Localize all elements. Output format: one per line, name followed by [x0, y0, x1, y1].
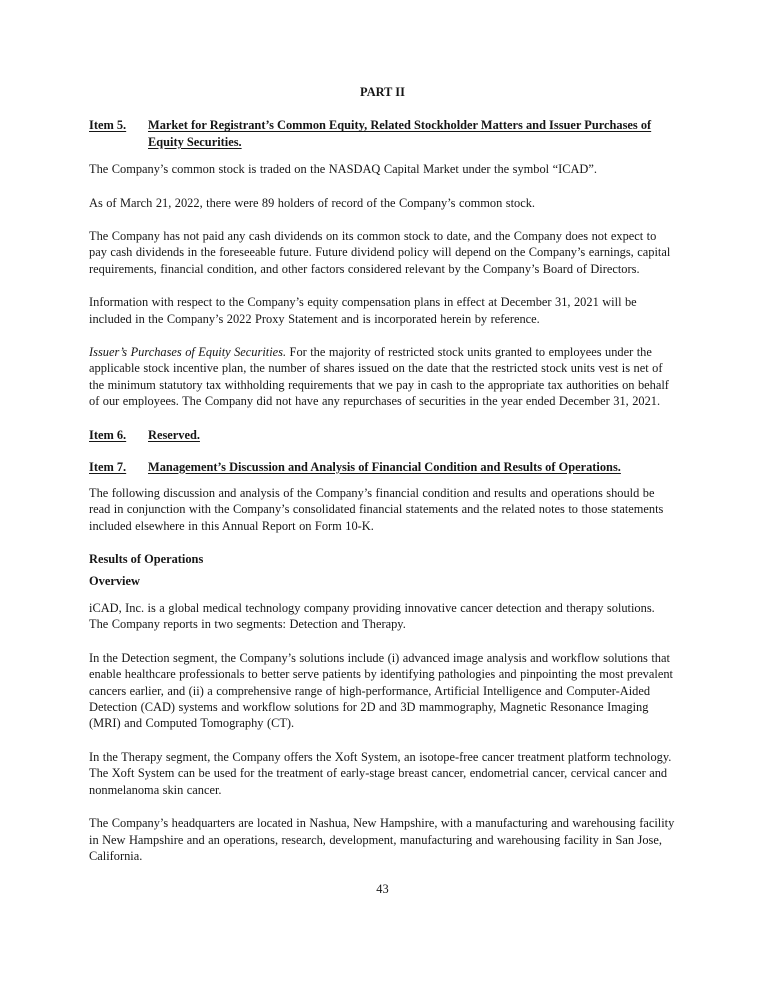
- item7-title: Management’s Discussion and Analysis of Financial Condition and Results of Operations.: [148, 459, 621, 474]
- item6-heading: [89, 427, 676, 443]
- issuer-purchases-rest: For the majority of restricted stock units granted to employees under the applicable stock incentive plan, the number of shares issued on the date that the restricted stock units vest is net of the minimum statutory tax withholding requirements that we pay in cash to the appropriate tax authorities on behalf of our employees. The Company did not have any repurchases of securities in the year ended December 31, 2021.: [89, 345, 669, 409]
- paragraph-mdna-intro: The following discussion and analysis of the Company’s financial condition and results and operations should be read in conjunction with the Company’s consolidated financial statements and the related notes to those statements included elsewhere in this Annual Report on Form 10-K.: [89, 486, 664, 533]
- item7-label: Item 7.: [89, 459, 127, 474]
- paragraph-common-stock: The Company’s common stock is traded on the NASDAQ Capital Market under the symbol “ICAD”.: [89, 162, 597, 177]
- paragraph-detection-segment: In the Detection segment, the Company’s solutions include (i) advanced image analysis and workflow solutions that enable healthcare professionals to better serve patients by identifying pathologies and pinpointing the most prevalent cancers earlier, and (ii) a comprehensive range of high-performance, Artificial Intelligence and Computer-Aided Detection (CAD) systems and workflow solutions for 2D and 3D mammography, Magnetic Resonance Imaging (MRI) and Computed Tomography (CT).: [89, 650, 673, 731]
- subheading-overview: Overview: [89, 574, 140, 589]
- paragraph-overview-icad: iCAD, Inc. is a global medical technology company providing innovative cancer detection and therapy solutions. The Company reports in two segments: Detection and Therapy.: [89, 601, 655, 632]
- paragraph-therapy-segment: In the Therapy segment, the Company offers the Xoft System, an isotope-free cancer treatment platform technology. The Xoft System can be used for the treatment of early-stage breast cancer, endometrial cancer, cervical cancer and nonmelanoma skin cancer.: [89, 749, 672, 797]
- paragraph-dividends: The Company has not paid any cash dividends on its common stock to date, and the Company does not expect to pay cash dividends in the foreseeable future. Future dividend policy will depend on the Company’s earnings, capital requirements, financial condition, and other factors considered relevant by the Company’s Board of Directors.: [89, 229, 671, 276]
- paragraph-equity-compensation-plans: Information with respect to the Company’s equity compensation plans in effect at December 31, 2021 will be included in the Company’s 2022 Proxy Statement and is incorporated herein by reference.: [89, 295, 637, 326]
- subheading-results-of-operations: Results of Operations: [89, 552, 204, 567]
- item5-label: Item 5.: [89, 118, 127, 133]
- item7-heading: [89, 459, 676, 475]
- item5-title: Market for Registrant’s Common Equity, Related Stockholder Matters and Issuer Purchases of Equity Securities.: [148, 118, 652, 149]
- item5-heading: [89, 117, 676, 150]
- paragraph-holders-of-record: As of March 21, 2022, there were 89 holders of record of the Company’s common stock.: [89, 195, 536, 210]
- issuer-purchases-lead-italic: Issuer’s Purchases of Equity Securities.: [89, 345, 287, 360]
- paragraph-issuer-purchases: [89, 344, 676, 410]
- part-title: PART II: [360, 85, 405, 99]
- item6-title: Reserved.: [148, 427, 200, 442]
- paragraph-headquarters: The Company’s headquarters are located in Nashua, New Hampshire, with a manufacturing and warehousing facility in New Hampshire and an operations, research, development, manufacturing and warehousing facility in San Jose, California.: [89, 816, 675, 863]
- item6-label: Item 6.: [89, 427, 127, 442]
- page-number: 43: [376, 882, 389, 897]
